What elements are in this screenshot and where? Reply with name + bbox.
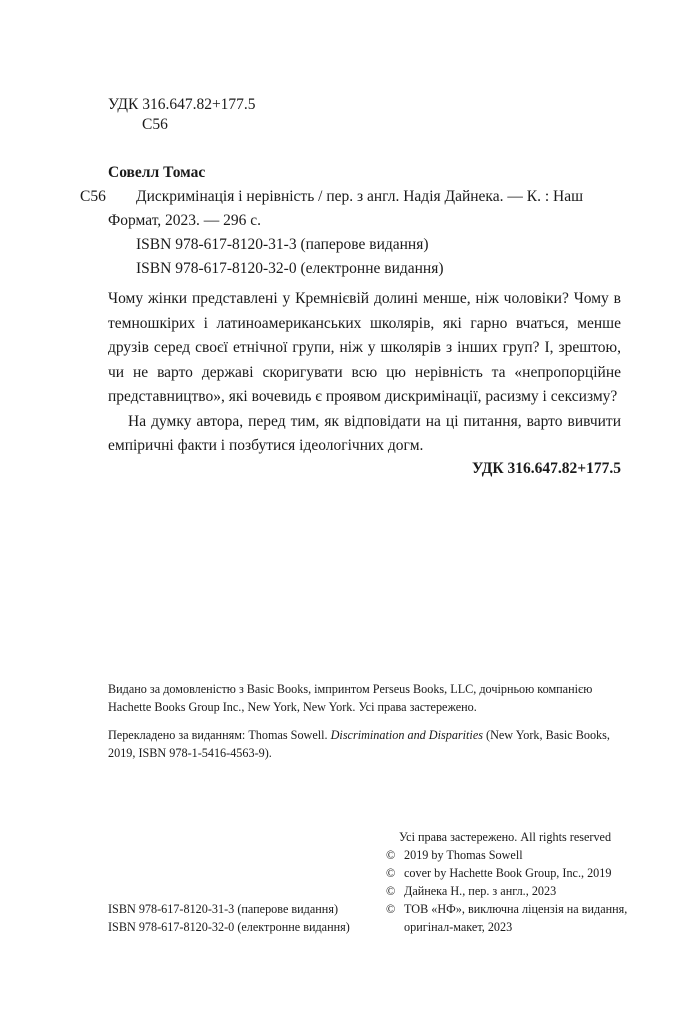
library-code-top: С56 xyxy=(142,116,168,133)
abstract-paragraph-1: Чому жінки представлені у Кремнієвій долині менше, ніж чоловіки? Чому в темношкірих і латиноамериканських школярів, які гарно вчаться, менше друзів серед своєї етнічної групи, ніж у школярів з інших груп? І, зрештою, чи не варто державі скоригувати всю цю нерівність та «непропорційне представництво», які вочевидь є проявом дискримінації, расизму і сексизму? xyxy=(108,290,621,405)
publication-note xyxy=(108,680,622,762)
udk-code-bottom: УДК 316.647.82+177.5 xyxy=(471,460,621,477)
bibliographic-line-1: Дискримінація і нерівність / пер. з англ. Надія Дайнека. — К. : Наш xyxy=(136,188,584,205)
rights-line-4: ТОВ «НФ», виключна ліцензія на видання, xyxy=(404,902,628,916)
library-code: С56 xyxy=(80,188,106,205)
author-name: Совелл Томас xyxy=(108,164,206,181)
abstract-paragraph-2: На думку автора, перед тим, як відповідати на ці питання, варто вивчити емпіричні факти і позбутися ідеологічних догм. xyxy=(108,412,621,454)
translation-suffix: (New York, Basic Books, 2019, ISBN 978-1-5416-4563-9). xyxy=(108,728,610,760)
agreement-note: Видано за домовленістю з Basic Books, імпринтом Perseus Books, LLC, дочірньою компанією Hachette Books Group Inc., New York, New York. Усі права застережено. xyxy=(108,682,593,714)
rights-line-5: оригінал-макет, 2023 xyxy=(404,920,513,934)
copyright-symbol: © xyxy=(386,866,396,880)
abstract xyxy=(108,287,621,459)
isbn-electronic: ISBN 978-617-8120-32-0 (електронне видання) xyxy=(136,260,444,277)
copyright-symbol: © xyxy=(386,902,396,916)
bibliographic-line-2: Формат, 2023. — 296 с. xyxy=(108,212,262,229)
rights-line-2: cover by Hachette Book Group, Inc., 2019 xyxy=(404,866,612,880)
copyright-symbol: © xyxy=(386,884,396,898)
copyright-symbol: © xyxy=(386,848,396,862)
udk-code-top: УДК 316.647.82+177.5 xyxy=(108,96,256,113)
rights-header: Усі права застережено. All rights reserved xyxy=(399,830,612,844)
translation-prefix: Перекладено за виданням: Thomas Sowell. xyxy=(108,728,331,742)
translation-source xyxy=(108,726,622,762)
rights-line-1: 2019 by Thomas Sowell xyxy=(404,848,523,862)
footer-isbn-electronic: ISBN 978-617-8120-32-0 (електронне видання) xyxy=(108,920,350,934)
original-title: Discrimination and Disparities xyxy=(330,728,483,742)
isbn-paper: ISBN 978-617-8120-31-3 (паперове видання) xyxy=(136,236,429,253)
rights-line-3: Дайнека Н., пер. з англ., 2023 xyxy=(404,884,557,898)
footer-isbn-paper: ISBN 978-617-8120-31-3 (паперове видання) xyxy=(108,902,338,916)
